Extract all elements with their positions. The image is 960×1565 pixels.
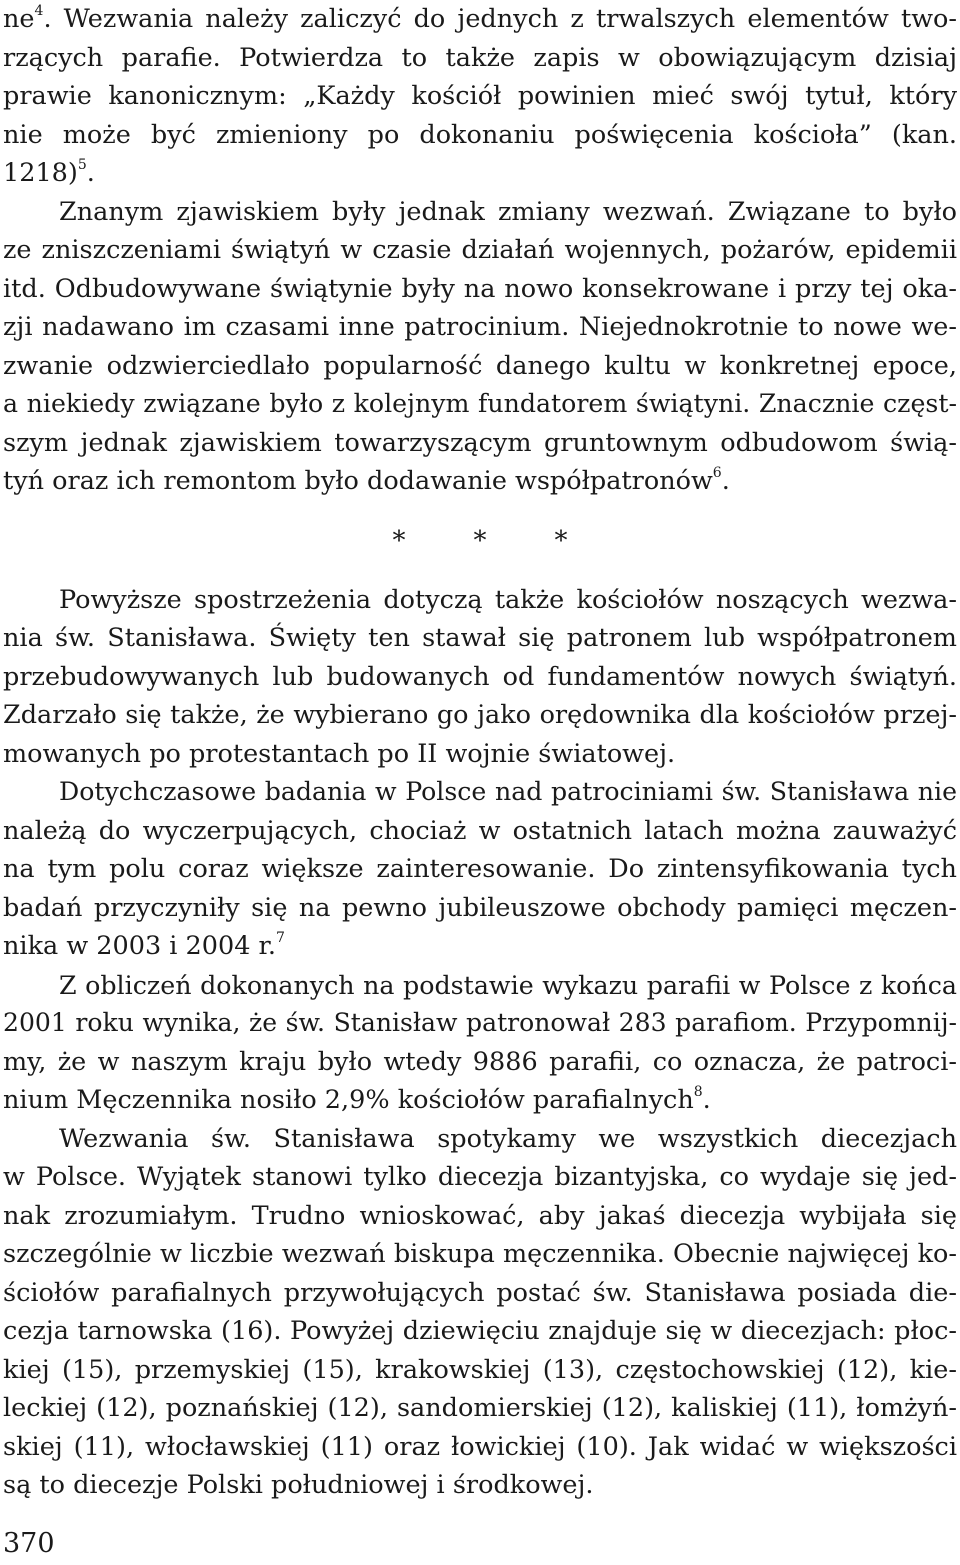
text-line: my, że w naszym kraju było wtedy 9886 parafii, co oznacza, że patroci- — [3, 1046, 957, 1077]
paragraph — [3, 1120, 957, 1505]
text-line: mowanych po protestantach po II wojnie światowej. — [3, 738, 676, 769]
text-line: Z obliczeń dokonanych na podstawie wykazu parafii w Polsce z końca — [59, 969, 957, 1000]
text-line: a niekiedy związane było z kolejnym fundatorem świątyni. Znacznie częst- — [3, 389, 957, 418]
separator-star: * — [473, 525, 487, 556]
text-line: Dotychczasowe badania w Polsce nad patrociniami św. Stanisława nie — [59, 777, 957, 806]
text-line: na tym polu coraz większe zainteresowanie. Do zintensyfikowania tych — [3, 854, 957, 884]
text-line: Zdarzało się także, że wybierano go jako orędownika dla kościołów przej- — [3, 700, 957, 730]
footnote-ref: 4 — [34, 2, 44, 19]
footnote-ref: 8 — [693, 1083, 703, 1100]
text-line: 1218)$^5$. — [3, 156, 95, 188]
text-line: ściołów parafialnych przywołujących postać św. Stanisława posiada die- — [3, 1277, 957, 1308]
text-line: nium Męczennika nosiło 2,9% kościołów parafialnych$^8$. — [3, 1083, 711, 1115]
text-line: ze zniszczeniami świątyń w czasie działań wojennych, pożarów, epidemii — [3, 235, 957, 265]
text-line: należą do wyczerpujących, chociaż w ostatnich latach można zauważyć — [3, 815, 957, 846]
text-line: nak zrozumiałym. Trudno wnioskować, aby jakaś diecezja wybijała się — [3, 1200, 957, 1231]
paragraph — [3, 773, 957, 966]
text-line: Powyższe spostrzeżenia dotyczą także kościołów noszących wezwa- — [59, 584, 957, 615]
paragraph — [3, 193, 957, 501]
page-number: 370 — [3, 1528, 55, 1559]
paragraph — [3, 966, 957, 1120]
text-line: leckiej (12), poznańskiej (12), sandomierskiej (12), kaliskiej (11), łomżyń- — [3, 1393, 957, 1423]
footnote-ref: 6 — [712, 464, 722, 481]
text-line: przebudowywanych lub budowanych od fundamentów nowych świątyń. — [3, 661, 957, 692]
text-line: w Polsce. Wyjątek stanowi tylko diecezja bizantyjska, co wydaje się jed- — [3, 1162, 957, 1192]
text-line: szym jednak zjawiskiem towarzyszącym gruntownym odbudowom świą- — [3, 427, 957, 458]
text-line: nia św. Stanisława. Święty ten stawał się patronem lub współpatronem — [3, 623, 957, 653]
separator-star: * — [392, 525, 406, 556]
text-line: są to diecezje Polski południowej i środkowej. — [3, 1470, 594, 1500]
text-line: Wezwania św. Stanisława spotykamy we wszystkich diecezjach — [59, 1123, 957, 1154]
text-line: zwanie odzwierciedlało popularność danego kultu w konkretnej epoce, — [3, 350, 957, 381]
paragraph — [3, 0, 957, 193]
footnote-ref: 7 — [276, 929, 285, 946]
text-line: rzących parafie. Potwierdza to także zapis w obowiązującym dzisiaj — [3, 42, 957, 73]
paragraph — [3, 581, 957, 774]
text-line: itd. Odbudowywane świątynie były na nowo konsekrowane i przy tej oka- — [3, 273, 957, 304]
document-page — [3, 0, 957, 1505]
separator-star: * — [554, 525, 568, 556]
text-line: badań przyczyniły się na pewno jubileuszowe obchody pamięci męczen- — [3, 892, 957, 923]
text-line: $ne^4$. Wezwania należy zaliczyć do jednych z trwalszych elementów two- — [3, 2, 957, 34]
text-line: zji nadawano im czasami inne patrocinium. Niejednokrotnie to nowe we- — [3, 312, 957, 342]
text-line: tyń oraz ich remontom było dodawanie współpatronów$^6$. — [3, 464, 730, 496]
text-line: nie może być zmieniony po dokonaniu poświęcenia kościoła” (kan. — [3, 119, 957, 150]
text-line: Znanym zjawiskiem były jednak zmiany wezwań. Związane to było — [59, 196, 957, 227]
text-line: prawie kanonicznym: „Każdy kościół powinien mieć swój tytuł, który — [3, 81, 957, 111]
text-line: cezja tarnowska (16). Powyżej dziewięciu znajduje się w diecezjach: płoc- — [3, 1316, 957, 1346]
text-line: szczególnie w liczbie wezwań biskupa męczennika. Obecnie najwięcej ko- — [3, 1239, 957, 1269]
section-separator — [3, 501, 957, 581]
text-line: kiej (15), przemyskiej (15), krakowskiej (13), częstochowskiej (12), kie- — [3, 1354, 957, 1385]
text-line: skiej (11), włocławskiej (11) oraz łowickiej (10). Jak widać w większości — [3, 1431, 957, 1462]
text-line: nika w 2003 i 2004 r.$^7$ — [3, 929, 285, 961]
text-line: 2001 roku wynika, że św. Stanisław patronował 283 parafiom. Przypomnij- — [3, 1008, 957, 1037]
footnote-ref: 5 — [77, 156, 87, 173]
